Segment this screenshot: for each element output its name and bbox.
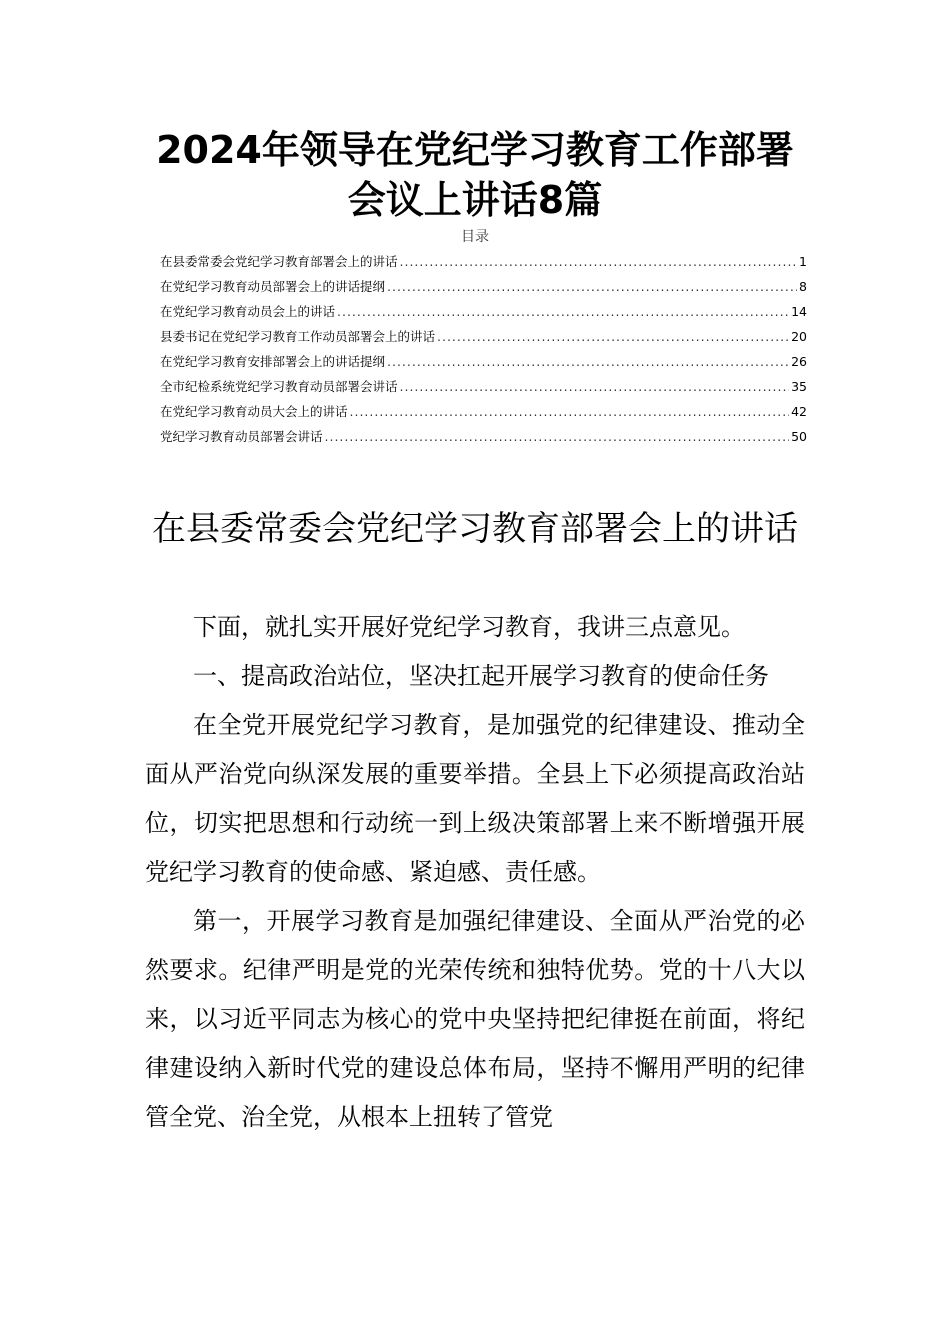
toc-entry[interactable] <box>160 277 807 302</box>
section-title: 在县委常委会党纪学习教育部署会上的讲话 <box>152 509 798 549</box>
toc-leader-dots <box>437 327 789 347</box>
body-paragraph: 第一，开展学习教育是加强纪律建设、全面从严治党的必然要求。纪律严明是党的光荣传统和独特优势。党的十八大以来，以习近平同志为核心的党中央坚持把纪律挺在前面，将纪律建设纳入新时代党的建设总体布局，坚持不懈用严明的纪律管全党、治全党，从根本上扭转了管党 <box>145 907 805 1131</box>
toc-entry-page: 14 <box>791 304 807 319</box>
toc-entry-title: 在党纪学习教育动员会上的讲话 <box>160 304 336 319</box>
toc-leader-dots <box>350 402 790 422</box>
section-heading: 一、提高政治站位，坚决扛起开展学习教育的使命任务 <box>193 662 769 690</box>
toc-entry-title: 在党纪学习教育安排部署会上的讲话提纲 <box>160 354 386 369</box>
toc-entry-title: 在党纪学习教育动员大会上的讲话 <box>160 404 348 419</box>
toc-entry-title: 在党纪学习教育动员部署会上的讲话提纲 <box>160 279 386 294</box>
toc-entry-page: 20 <box>791 329 807 344</box>
toc-entry-title: 在县委常委会党纪学习教育部署会上的讲话 <box>160 254 398 269</box>
toc-entry[interactable] <box>160 352 807 377</box>
toc-entry-page: 35 <box>791 379 807 394</box>
toc-entry[interactable] <box>160 402 807 427</box>
toc-leader-dots <box>400 377 790 397</box>
toc-entry-page: 8 <box>799 279 807 294</box>
body-paragraph: 下面，就扎实开展好党纪学习教育，我讲三点意见。 <box>193 613 745 641</box>
document-title: 2024年领导在党纪学习教育工作部署会议上讲话8篇 <box>156 128 794 222</box>
toc-entry-title: 党纪学习教育动员部署会讲话 <box>160 429 323 444</box>
section-body <box>145 603 805 1142</box>
toc-entry-page: 1 <box>799 254 807 269</box>
toc-entry-title: 全市纪检系统党纪学习教育动员部署会讲话 <box>160 379 398 394</box>
toc-entry[interactable] <box>160 377 807 402</box>
toc-entry[interactable] <box>160 252 807 277</box>
toc-entry[interactable] <box>160 427 807 452</box>
toc-entry-page: 50 <box>791 429 807 444</box>
toc-leader-dots <box>387 352 789 372</box>
toc-leader-dots <box>387 277 797 297</box>
toc-heading: 目录 <box>461 229 489 245</box>
toc-leader-dots <box>337 302 789 322</box>
toc-entry-page: 42 <box>791 404 807 419</box>
table-of-contents <box>160 252 807 452</box>
toc-leader-dots <box>400 252 798 272</box>
body-paragraph: 在全党开展党纪学习教育，是加强党的纪律建设、推动全面从严治党向纵深发展的重要举措。全县上下必须提高政治站位，切实把思想和行动统一到上级决策部署上来不断增强开展党纪学习教育的使命感、紧迫感、责任感。 <box>145 711 805 886</box>
toc-entry-page: 26 <box>791 354 807 369</box>
toc-leader-dots <box>325 427 790 447</box>
toc-entry-title: 县委书记在党纪学习教育工作动员部署会上的讲话 <box>160 329 436 344</box>
toc-entry[interactable] <box>160 302 807 327</box>
toc-entry[interactable] <box>160 327 807 352</box>
